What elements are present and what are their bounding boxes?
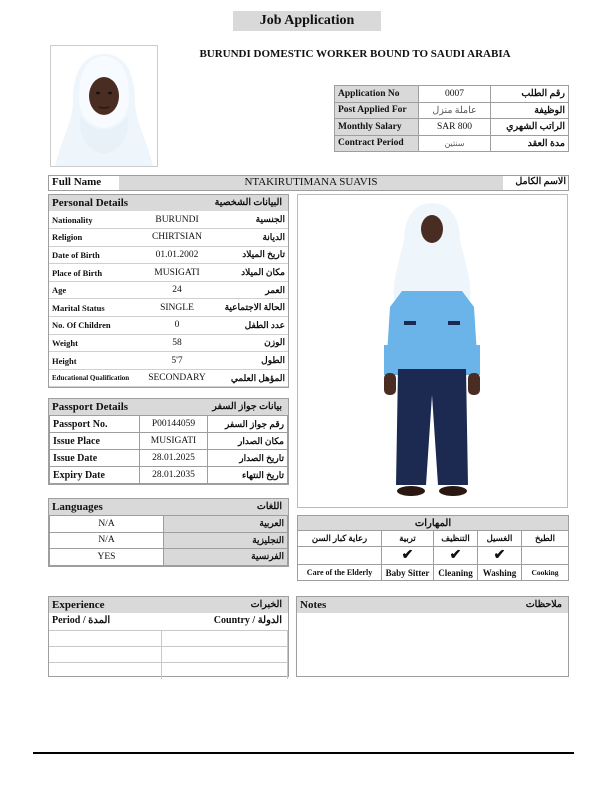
column-country: Country / الدولة bbox=[213, 615, 282, 626]
field-label: Educational Qualification bbox=[49, 369, 137, 387]
language-row bbox=[50, 549, 288, 566]
personal-row bbox=[49, 246, 288, 264]
field-label: No. Of Children bbox=[49, 317, 137, 335]
personal-row bbox=[49, 334, 288, 352]
skill-label-ar: رعاية كبار السن bbox=[298, 531, 382, 547]
application-label: Monthly Salary bbox=[335, 119, 419, 136]
skills-title-ar: المهارات bbox=[298, 516, 569, 531]
application-row bbox=[335, 119, 569, 136]
field-label-ar: الحالة الاجتماعية bbox=[217, 299, 288, 317]
section-header bbox=[297, 597, 568, 613]
field-value: 0 bbox=[137, 317, 217, 335]
application-value: سنتين bbox=[419, 135, 491, 152]
skill-label: Washing bbox=[478, 565, 522, 581]
field-label-ar: الوزن bbox=[217, 334, 288, 352]
field-label-ar: المؤهل العلمي bbox=[217, 369, 288, 387]
language-row bbox=[50, 516, 288, 533]
skill-check bbox=[298, 547, 382, 565]
personal-row bbox=[49, 211, 288, 229]
personal-row bbox=[49, 317, 288, 335]
page-subtitle: BURUNDI DOMESTIC WORKER BOUND TO SAUDI ARABIA bbox=[199, 48, 511, 60]
section-title: Experience bbox=[52, 599, 105, 611]
field-value: CHIRTSIAN bbox=[137, 229, 217, 247]
section-title: Languages bbox=[52, 501, 103, 513]
skills-table bbox=[297, 515, 569, 581]
personal-row bbox=[49, 369, 288, 387]
field-value: 28.01.2025 bbox=[140, 450, 208, 467]
personal-row bbox=[49, 264, 288, 282]
section-title: Personal Details bbox=[52, 197, 129, 209]
field-label: Date of Birth bbox=[49, 246, 137, 264]
column-period: Period / المدة bbox=[52, 615, 111, 626]
field-value: SINGLE bbox=[137, 299, 217, 317]
passport-details-section bbox=[48, 398, 289, 485]
section-header bbox=[49, 195, 288, 211]
full-body-photo bbox=[297, 194, 568, 508]
field-label: Issue Place bbox=[50, 433, 140, 450]
field-value: 01.01.2002 bbox=[137, 246, 217, 264]
field-label: Marital Status bbox=[49, 299, 137, 317]
skills-en-row bbox=[298, 565, 569, 581]
field-value: 5'7 bbox=[137, 352, 217, 370]
passport-row bbox=[50, 450, 288, 467]
field-label-ar: تاريخ النتهاء bbox=[208, 467, 288, 484]
languages-section bbox=[48, 498, 289, 567]
field-label-ar: تاريخ الصدار bbox=[208, 450, 288, 467]
field-value: SECONDARY bbox=[137, 369, 217, 387]
field-value: 24 bbox=[137, 281, 217, 299]
table-row bbox=[49, 663, 288, 679]
experience-table bbox=[49, 630, 288, 679]
section-header bbox=[49, 499, 288, 515]
section-title-ar: بيانات جواز السفر bbox=[212, 402, 282, 412]
application-row bbox=[335, 102, 569, 119]
personal-table bbox=[49, 211, 288, 387]
field-label: Expiry Date bbox=[50, 467, 140, 484]
skills-check-row bbox=[298, 547, 569, 565]
application-value: عاملة منزل bbox=[419, 102, 491, 119]
skill-label: Baby Sitter bbox=[382, 565, 434, 581]
application-label: Application No bbox=[335, 86, 419, 103]
field-label: Age bbox=[49, 281, 137, 299]
personal-row bbox=[49, 229, 288, 247]
skill-label-ar: التنظيف bbox=[434, 531, 478, 547]
application-label: Post Applied For bbox=[335, 102, 419, 119]
passport-row bbox=[50, 433, 288, 450]
section-header bbox=[49, 597, 288, 613]
full-name-label: Full Name bbox=[52, 176, 102, 188]
skills-ar-row bbox=[298, 531, 569, 547]
section-header bbox=[49, 399, 288, 415]
field-label: Passport No. bbox=[50, 416, 140, 433]
language-name-ar: العربية bbox=[164, 516, 288, 533]
skill-check: ✔ bbox=[434, 547, 478, 565]
full-name-value: NTAKIRUTIMANA SUAVIS bbox=[244, 176, 378, 188]
personal-row bbox=[49, 352, 288, 370]
application-row bbox=[335, 86, 569, 103]
passport-table bbox=[49, 415, 288, 484]
field-label-ar: الطول bbox=[217, 352, 288, 370]
language-value: N/A bbox=[50, 532, 164, 549]
section-title-ar: ملاحظات bbox=[525, 600, 562, 610]
personal-details-section bbox=[48, 194, 289, 388]
language-value: N/A bbox=[50, 516, 164, 533]
passport-row bbox=[50, 416, 288, 433]
skill-label: Cleaning bbox=[434, 565, 478, 581]
application-table bbox=[334, 85, 569, 152]
skill-label-ar: الغسيل bbox=[478, 531, 522, 547]
table-row bbox=[49, 647, 288, 663]
field-value: P00144059 bbox=[140, 416, 208, 433]
field-label: Place of Birth bbox=[49, 264, 137, 282]
table-row bbox=[49, 631, 288, 647]
languages-table bbox=[49, 515, 288, 566]
field-value: MUSIGATI bbox=[140, 433, 208, 450]
section-title-ar: اللغات bbox=[256, 502, 282, 512]
footer-divider bbox=[33, 752, 574, 754]
skill-label: Care of the Elderly bbox=[298, 565, 382, 581]
field-value: BURUNDI bbox=[137, 211, 217, 229]
field-label: Nationality bbox=[49, 211, 137, 229]
field-label-ar: رقم جواز السفر bbox=[208, 416, 288, 433]
field-value: MUSIGATI bbox=[137, 264, 217, 282]
application-label-ar: الوظيفة bbox=[491, 102, 569, 119]
field-label: Weight bbox=[49, 334, 137, 352]
skill-check: ✔ bbox=[382, 547, 434, 565]
field-label: Religion bbox=[49, 229, 137, 247]
field-value: 58 bbox=[137, 334, 217, 352]
experience-section bbox=[48, 596, 289, 677]
language-name-ar: الفرنسية bbox=[164, 549, 288, 566]
language-row bbox=[50, 532, 288, 549]
field-label-ar: الديانة bbox=[217, 229, 288, 247]
skill-label-ar: الطبخ bbox=[522, 531, 569, 547]
field-label-ar: الجنسية bbox=[217, 211, 288, 229]
field-label-ar: مكان الصدار bbox=[208, 433, 288, 450]
notes-section bbox=[296, 596, 569, 677]
page-title: Job Application bbox=[233, 11, 381, 31]
skill-label-ar: تربية bbox=[382, 531, 434, 547]
section-title-ar: الخبرات bbox=[250, 600, 282, 610]
application-value: SAR 800 bbox=[419, 119, 491, 136]
language-name-ar: النجليزية bbox=[164, 532, 288, 549]
skill-check bbox=[522, 547, 569, 565]
skill-label: Cooking bbox=[522, 565, 569, 581]
passport-row bbox=[50, 467, 288, 484]
application-label-ar: مدة العقد bbox=[491, 135, 569, 152]
language-value: YES bbox=[50, 549, 164, 566]
field-label-ar: تاريخ الميلاد bbox=[217, 246, 288, 264]
application-label-ar: رقم الطلب bbox=[491, 86, 569, 103]
application-label: Contract Period bbox=[335, 135, 419, 152]
section-title: Notes bbox=[300, 599, 327, 611]
field-label: Height bbox=[49, 352, 137, 370]
section-title-ar: البيانات الشخصية bbox=[214, 198, 282, 208]
field-label-ar: عدد الطفل bbox=[217, 317, 288, 335]
headshot-photo bbox=[50, 45, 158, 167]
application-value: 0007 bbox=[419, 86, 491, 103]
personal-row bbox=[49, 299, 288, 317]
field-label-ar: مكان الميلاد bbox=[217, 264, 288, 282]
experience-columns bbox=[49, 613, 288, 629]
skill-check: ✔ bbox=[478, 547, 522, 565]
application-label-ar: الراتب الشهري bbox=[491, 119, 569, 136]
personal-row bbox=[49, 281, 288, 299]
field-label-ar: العمر bbox=[217, 281, 288, 299]
full-name-label-ar: الاسم الكامل bbox=[515, 177, 566, 187]
field-label: Issue Date bbox=[50, 450, 140, 467]
field-value: 28.01.2035 bbox=[140, 467, 208, 484]
section-title: Passport Details bbox=[52, 401, 129, 413]
application-row bbox=[335, 135, 569, 152]
